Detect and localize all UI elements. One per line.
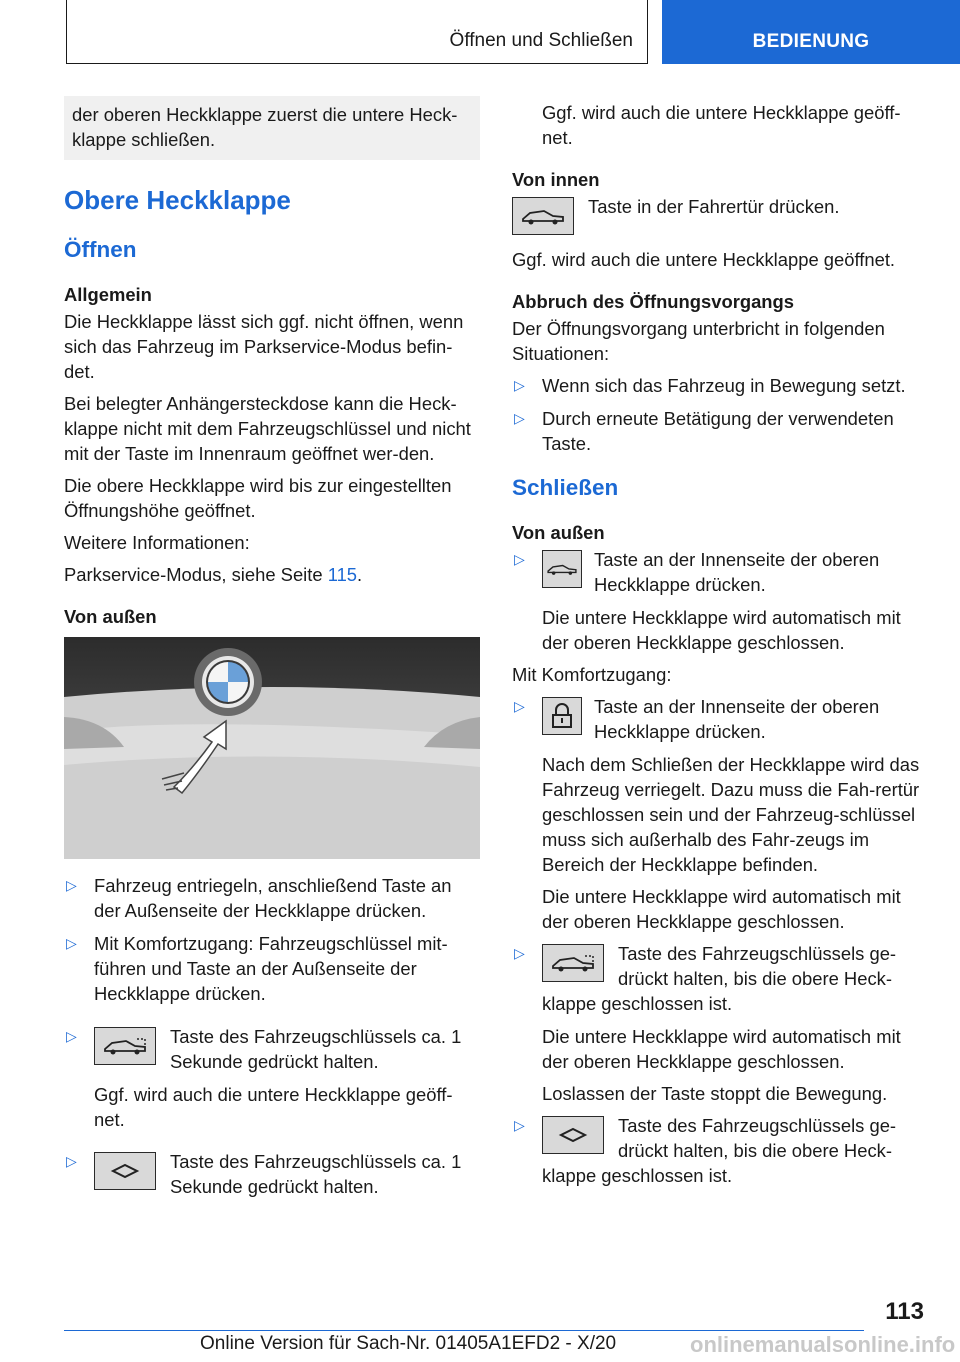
paragraph: Bei belegter Anhängersteckdose kann die Heck-klappe nicht mit dem Fahrzeugschlüssel und nicht mit der Taste im Innenraum geöffnet wer-den. [64,393,471,464]
footer-divider [64,1330,864,1331]
car-trunk-button-icon [512,197,574,235]
heading-abbruch: Abbruch des Öffnungsvorgangs [512,291,795,312]
left-column [64,96,480,1207]
list-item-text: Mit Komfortzugang: Fahrzeugschlüssel mit-führen und Taste an der Außenseite der Heckklappe drücken. [94,933,448,1004]
section-header [662,0,960,64]
page-number: 113 [885,1298,924,1325]
car-trunk-button-icon [542,550,582,588]
list-item [64,1024,480,1074]
list-item-text: Taste an der Innenseite der oberen Heckklappe drücken. [594,549,880,595]
heading-von-aussen: Von außen [64,606,157,627]
chapter-header [66,0,648,64]
list-item [512,406,920,456]
bullet-icon: ▷ [514,410,525,426]
list-item [512,373,920,398]
list-item-text: Taste des Fahrzeugschlüssels ge-drückt halten, bis die obere Heck-klappe geschlossen ist. [542,943,897,1014]
footer-version: Online Version für Sach-Nr. 01405A1EFD2 - X/20 [200,1333,617,1354]
reference-suffix: . [357,564,363,585]
paragraph: Ggf. wird auch die untere Heckklappe geöffnet. [512,249,896,270]
right-column [512,100,920,1196]
paragraph: Ggf. wird auch die untere Heckklappe geöff-net. [542,102,901,148]
paragraph: Mit Komfortzugang: [512,664,672,685]
reference-text: Parkservice-Modus, siehe Seite [64,564,328,585]
tailgate-illustration [64,637,480,859]
list-item [512,1113,920,1188]
list-item-text: Fahrzeug entriegeln, anschließend Taste an der Außenseite der Heckklappe drücken. [94,875,452,921]
lock-button-icon [542,697,582,735]
list-item-note: Die untere Heckklappe wird automatisch mit der oberen Heckklappe geschlossen. [542,886,901,932]
note-box: der oberen Heckklappe zuerst die untere Heck-klappe schließen. [64,96,480,160]
heading-allgemein: Allgemein [64,284,152,305]
list-item-text: Taste des Fahrzeugschlüssels ca. 1 Sekunde gedrückt halten. [170,1151,462,1197]
bullet-icon: ▷ [66,1153,77,1169]
bullet-icon: ▷ [514,945,525,961]
button-description: Taste in der Fahrertür drücken. [588,196,840,217]
list-item-text: Taste an der Innenseite der oberen Heckklappe drücken. [594,696,880,742]
list-item [512,194,920,239]
heading-von-aussen: Von außen [512,522,605,543]
list-item-note: Ggf. wird auch die untere Heckklappe geöff-net. [94,1084,453,1130]
paragraph: Die obere Heckklappe wird bis zur eingestellten Öffnungshöhe geöffnet. [64,475,452,521]
paragraph: Der Öffnungsvorgang unterbricht in folgenden Situationen: [512,318,885,364]
list-item-text: Taste des Fahrzeugschlüssels ge-drückt halten, bis die obere Heck-klappe geschlossen ist. [542,1115,897,1186]
list-item-text: Taste des Fahrzeugschlüssels ca. 1 Sekunde gedrückt halten. [170,1026,462,1072]
list-item-note: Loslassen der Taste stoppt die Bewegung. [542,1083,888,1104]
page-link[interactable]: 115 [327,564,358,585]
list-item-note: Die untere Heckklappe wird automatisch mit der oberen Heckklappe geschlossen. [542,607,901,653]
paragraph-reference [64,562,480,587]
list-item-text: Wenn sich das Fahrzeug in Bewegung setzt. [542,375,906,396]
list-item [512,547,920,597]
bullet-icon: ▷ [514,377,525,393]
list-item [64,931,480,1006]
heading-oeffnen: Öffnen [64,237,137,262]
tailgate-photo [64,637,480,859]
diamond-button-icon [542,1116,604,1154]
list-item-note: Nach dem Schließen der Heckklappe wird das Fahrzeug verriegelt. Dazu muss die Fah-rertür geschlossen sein und der Fahrzeug-schlüssel muss sich außerhalb des Fahr-zeugs im Bereich der Heckklappe befinden. [542,754,920,875]
heading-obere-heckklappe: Obere Heckklappe [64,185,291,215]
paragraph: Die Heckklappe lässt sich ggf. nicht öffnen, wenn sich das Fahrzeug im Parkservice-Modus befin-det. [64,311,464,382]
list-item [512,694,920,744]
bullet-icon: ▷ [514,698,525,714]
list-item [64,1149,480,1199]
list-item [64,873,480,923]
list-item-note: Die untere Heckklappe wird automatisch mit der oberen Heckklappe geschlossen. [542,1026,901,1072]
paragraph: Weitere Informationen: [64,532,250,553]
watermark: onlinemanualsonline.info [690,1332,956,1357]
section-title: BEDIENUNG [752,31,870,52]
car-trunk-key-button-icon [542,944,604,982]
chapter-title: Öffnen und Schließen [449,30,633,51]
diamond-button-icon [94,1152,156,1190]
list-item [512,941,920,1016]
bullet-icon: ▷ [514,551,525,567]
bullet-icon: ▷ [66,935,77,951]
bullet-icon: ▷ [514,1117,525,1133]
car-trunk-key-button-icon [94,1027,156,1065]
bullet-icon: ▷ [66,1028,77,1044]
list-item-text: Durch erneute Betätigung der verwendeten Taste. [542,408,894,454]
bullet-icon: ▷ [66,877,77,893]
heading-schliessen: Schließen [512,475,619,500]
heading-von-innen: Von innen [512,169,600,190]
